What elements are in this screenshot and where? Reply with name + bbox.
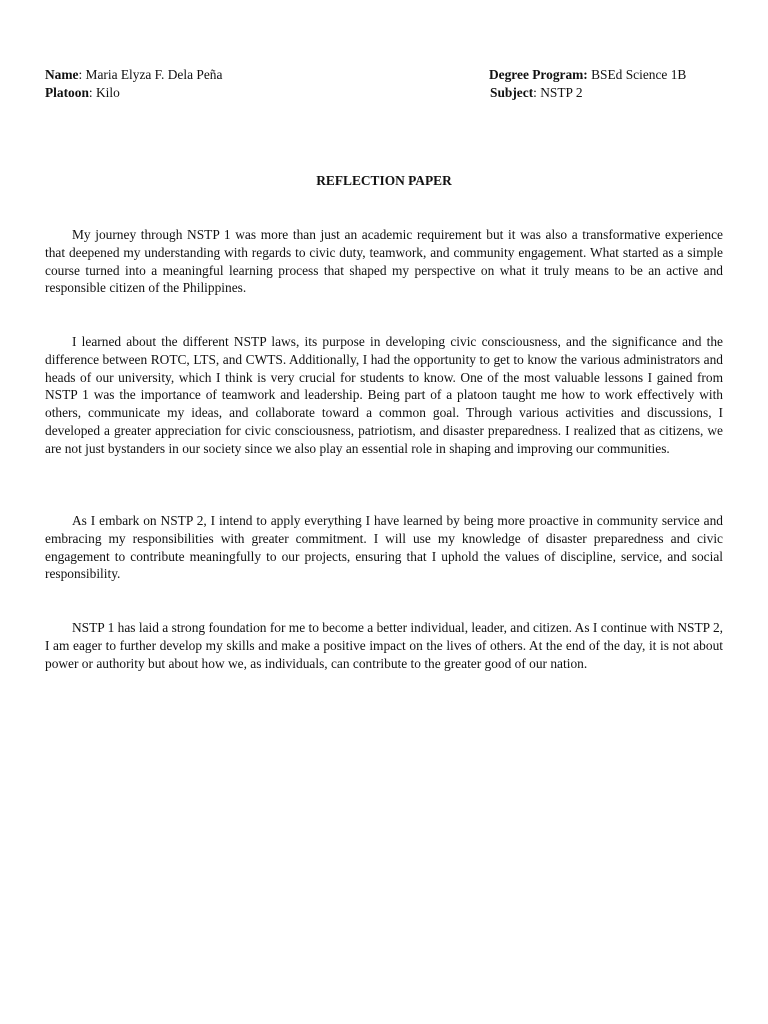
paragraph-4: NSTP 1 has laid a strong foundation for me to become a better individual, leader, and citizen. As I continue with NSTP 2, I am eager to further develop my skills and make a positive impact on the lives of others. At the end of the day, it is not about power or authority but about how we, as individuals, can contribute to the greater good of our nation. bbox=[45, 620, 723, 671]
platoon-label: Platoon bbox=[45, 85, 89, 100]
name-field bbox=[45, 66, 222, 84]
subject-field bbox=[490, 84, 583, 102]
document-title: REFLECTION PAPER bbox=[316, 173, 452, 188]
paragraph-2: I learned about the different NSTP laws, its purpose in developing civic consciousness, and the significance and the difference between ROTC, LTS, and CWTS. Additionally, I had the opportunity to get to know the various administrators and heads of our university, which I think is very crucial for students to know. One of the most valuable lessons I gained from NSTP 1 was the importance of teamwork and leadership. Being part of a platoon taught me how to work effectively with others, communicate my ideas, and collaborate toward a common goal. Through various activities and discussions, I developed a greater appreciation for civic consciousness, patriotism, and disaster preparedness. I realized that as citizens, we are not just bystanders in our society since we also play an essential role in shaping and improving our communities. bbox=[45, 334, 723, 456]
degree-program-label: Degree Program: bbox=[489, 67, 588, 82]
paragraph-3: As I embark on NSTP 2, I intend to apply everything I have learned by being more proactive in community service and embracing my responsibilities with greater commitment. I will use my knowledge of disaster preparedness and civic engagement to contribute meaningfully to our projects, ensuring that I uphold the values of discipline, service, and social responsibility. bbox=[45, 513, 723, 582]
platoon-field bbox=[45, 84, 120, 102]
paragraph-1: My journey through NSTP 1 was more than just an academic requirement but it was also a transformative experience that deepened my understanding with regards to civic duty, teamwork, and community engagement. What started as a simple course turned into a meaningful learning process that shaped my perspective on what it truly means to be an active and responsible citizen of the Philippines. bbox=[45, 227, 723, 296]
name-label: Name bbox=[45, 67, 79, 82]
name-value: : Maria Elyza F. Dela Peña bbox=[78, 67, 223, 82]
degree-program-value: BSEd Science 1B bbox=[587, 67, 687, 82]
subject-value: : NSTP 2 bbox=[533, 85, 583, 100]
degree-program-field bbox=[489, 66, 686, 84]
platoon-value: : Kilo bbox=[88, 85, 120, 100]
subject-label: Subject bbox=[490, 85, 534, 100]
